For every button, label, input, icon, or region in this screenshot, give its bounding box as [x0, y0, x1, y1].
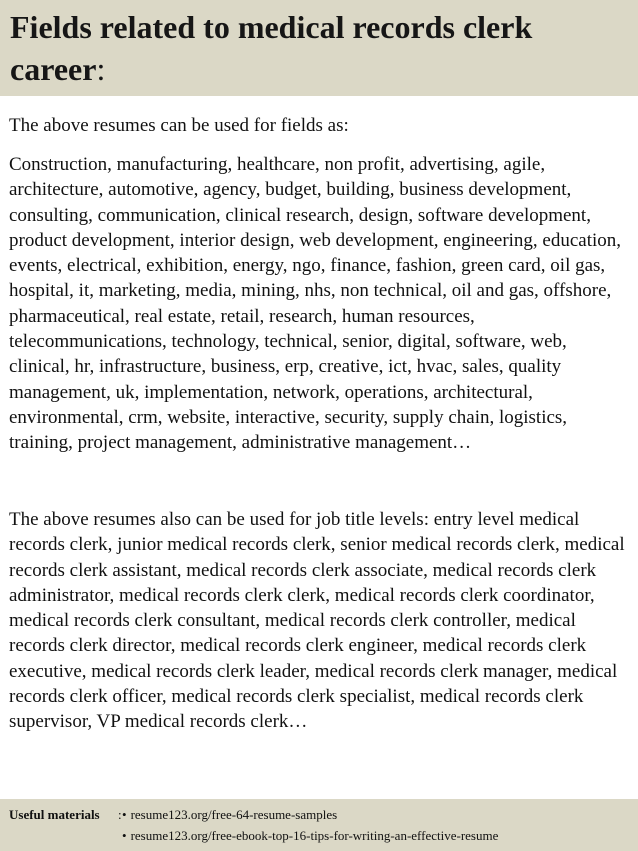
- useful-materials-label: Useful materials: [9, 807, 100, 822]
- useful-materials-colon: :: [118, 807, 122, 822]
- bullet-icon: •: [122, 828, 127, 843]
- page-title-text: Fields related to medical records clerk career: [10, 9, 533, 87]
- bullet-icon: •: [122, 807, 127, 822]
- resource-item: [122, 806, 337, 824]
- fields-list: Construction, manufacturing, healthcare, non profit, advertising, agile, architecture, automotive, agency, budget, building, business development, consulting, communication, clinical research, design, software development, product development, interior design, web development, engineering, education, events, electrical, exhibition, energy, ngo, finance, fashion, green card, oil gas, hospital, it, marketing, media, mining, nhs, non technical, oil and gas, offshore, pharmaceutical, real estate, retail, research, human resources, telecommunications, technology, technical, senior, digital, software, web, clinical, hr, infrastructure, business, erp, creative, ict, hvac, sales, quality management, uk, implementation, network, operations, architectural, environmental, crm, website, interactive, security, supply chain, logistics, training, project management, administrative management…: [9, 154, 622, 454]
- resource-item: [122, 827, 498, 845]
- page-title: [10, 6, 630, 90]
- intro-text: The above resumes can be used for fields as:: [9, 115, 349, 136]
- resource-link-samples[interactable]: resume123.org/free-64-resume-samples: [130, 807, 338, 822]
- resource-link-ebook[interactable]: resume123.org/free-ebook-top-16-tips-for-writing-an-effective-resume: [130, 828, 499, 843]
- job-levels-text: The above resumes also can be used for job title levels: entry level medical records clerk, junior medical records clerk, senior medical records clerk, medical records clerk assistant, medical records clerk associate, medical records clerk administrator, medical records clerk clerk, medical records clerk coordinator, medical records clerk consultant, medical records clerk controller, medical records clerk director, medical records clerk engineer, medical records clerk executive, medical records clerk leader, medical records clerk manager, medical records clerk officer, medical records clerk specialist, medical records clerk supervisor, VP medical records clerk…: [9, 509, 625, 733]
- page-title-colon: :: [96, 51, 106, 87]
